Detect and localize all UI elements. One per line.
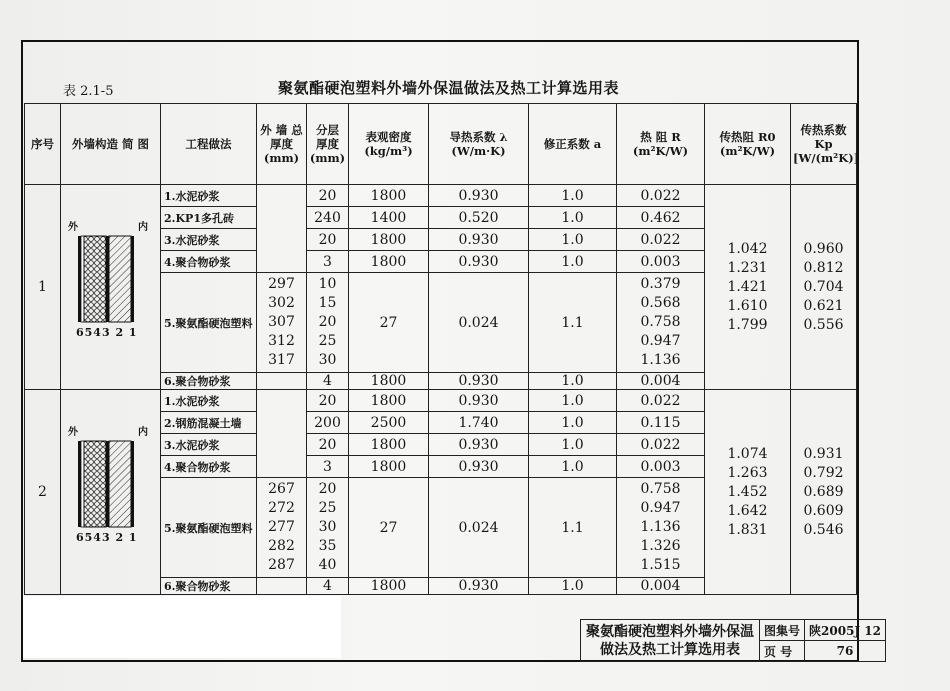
R-cell: 0.004	[617, 373, 705, 390]
R-cell: 0.003	[617, 456, 705, 478]
alpha-cell: 1.0	[529, 412, 617, 434]
seq-cell: 1	[25, 185, 61, 390]
R-value: 1.136	[640, 352, 681, 368]
R-cell: 0.004	[617, 578, 705, 595]
total-empty-cell	[257, 185, 307, 273]
R0-value: 1.421	[727, 278, 768, 295]
Kp-value: 0.609	[803, 502, 844, 519]
wall-layer-5	[109, 441, 131, 527]
R0-value: 1.042	[727, 240, 768, 257]
R0-value: 1.799	[727, 316, 768, 333]
R-cell: 0.022	[617, 434, 705, 456]
lambda-cell: 0.930	[429, 185, 529, 207]
R-cell: 0.022	[617, 229, 705, 251]
Kp-value: 0.556	[803, 316, 844, 333]
alpha-cell: 1.0	[529, 373, 617, 390]
Kp-value: 0.621	[803, 297, 844, 314]
header-layer: 分层 厚度 (mm)	[307, 104, 349, 185]
R0-value: 1.074	[727, 445, 768, 462]
blank-label-box	[23, 596, 341, 658]
wall-layer-6	[131, 441, 134, 527]
header-density: 表观密度 (kg/m³)	[349, 104, 429, 185]
total-value: 272	[268, 500, 295, 516]
layer-value: 20	[318, 314, 337, 330]
R-value: 0.758	[640, 481, 681, 497]
lambda-cell: 0.930	[429, 456, 529, 478]
Kp-value: 0.546	[803, 521, 844, 538]
total-cell	[257, 273, 307, 373]
method-cell: 3.水泥砂浆	[161, 229, 257, 251]
wall-layer-3	[84, 236, 106, 322]
atlas-value: 陕2005J 12	[805, 620, 886, 641]
total-value: 282	[268, 538, 295, 554]
R-value: 1.326	[640, 538, 681, 554]
header-diagram: 外墙构造 简 图	[61, 104, 161, 185]
layer-value: 20	[318, 481, 337, 497]
density-cell: 1400	[349, 207, 429, 229]
total-value: 317	[268, 352, 295, 368]
layer-cell: 20	[307, 185, 349, 207]
layer-cell: 4	[307, 578, 349, 595]
method-cell: 4.聚合物砂浆	[161, 456, 257, 478]
lambda-cell: 0.930	[429, 251, 529, 273]
Kp-value: 0.812	[803, 259, 844, 276]
layer-value: 15	[318, 295, 337, 311]
header-R0: 传热阻 R0 (m²K/W)	[705, 104, 791, 185]
layer-cell: 3	[307, 251, 349, 273]
outer-side-label: 外	[68, 427, 78, 438]
total-empty-cell	[257, 390, 307, 478]
method-cell: 4.聚合物砂浆	[161, 251, 257, 273]
alpha-cell: 1.0	[529, 251, 617, 273]
Kp-cell	[791, 390, 857, 595]
layer-value: 30	[318, 519, 337, 535]
total-empty-cell	[257, 578, 307, 595]
header-total: 外 墙 总厚度 (mm)	[257, 104, 307, 185]
header-Kp: 传热系数 Kp [W/(m²K)]	[791, 104, 857, 185]
title-block-name	[581, 620, 760, 662]
alpha-cell: 1.0	[529, 456, 617, 478]
alpha-cell: 1.1	[529, 273, 617, 373]
wall-layer-1	[78, 441, 81, 527]
R0-cell	[705, 390, 791, 595]
lambda-cell: 0.930	[429, 578, 529, 595]
Kp-cell	[791, 185, 857, 390]
wall-layer-3	[84, 441, 106, 527]
seq-cell: 2	[25, 390, 61, 595]
wall-section-diagram	[64, 212, 158, 362]
layer-value: 25	[318, 500, 337, 516]
R-cell	[617, 478, 705, 578]
R-cell: 0.022	[617, 390, 705, 412]
layer-cell	[307, 273, 349, 373]
table-row	[25, 185, 857, 207]
R0-value: 1.610	[727, 297, 768, 314]
method-cell: 6.聚合物砂浆	[161, 578, 257, 595]
layer-value: 30	[318, 352, 337, 368]
header-method: 工程做法	[161, 104, 257, 185]
R-value: 0.568	[640, 295, 681, 311]
method-cell: 3.水泥砂浆	[161, 434, 257, 456]
method-cell: 5.聚氨酯硬泡塑料	[161, 478, 257, 578]
layer-cell: 20	[307, 434, 349, 456]
total-value: 312	[268, 333, 295, 349]
table-row	[25, 390, 857, 412]
lambda-cell: 0.930	[429, 434, 529, 456]
R0-value: 1.452	[727, 483, 768, 500]
Kp-value: 0.960	[803, 240, 844, 257]
header-R: 热 阻 R (m²K/W)	[617, 104, 705, 185]
R-value: 0.758	[640, 314, 681, 330]
inner-side-label: 内	[138, 427, 148, 438]
header-row	[25, 104, 857, 185]
page-title: 聚氨酯硬泡塑料外墙外保温做法及热工计算选用表	[278, 79, 620, 97]
method-cell: 5.聚氨酯硬泡塑料	[161, 273, 257, 373]
thermal-table	[24, 103, 860, 595]
layer-value: 10	[318, 276, 337, 292]
layer-cell: 3	[307, 456, 349, 478]
diagram-cell	[61, 390, 161, 595]
R-value: 0.947	[640, 333, 681, 349]
R-value: 0.379	[640, 276, 681, 292]
density-cell: 1800	[349, 578, 429, 595]
Kp-value: 0.931	[803, 445, 844, 462]
alpha-cell: 1.0	[529, 390, 617, 412]
lambda-cell: 0.930	[429, 373, 529, 390]
title-block	[580, 619, 886, 662]
wall-layer-5	[109, 236, 131, 322]
Kp-value: 0.792	[803, 464, 844, 481]
method-cell: 2.KP1多孔砖	[161, 207, 257, 229]
total-value: 277	[268, 519, 295, 535]
R0-cell	[705, 185, 791, 390]
total-value: 302	[268, 295, 295, 311]
R0-value: 1.231	[727, 259, 768, 276]
density-cell: 27	[349, 273, 429, 373]
density-cell: 1800	[349, 185, 429, 207]
wall-layer-6	[131, 236, 134, 322]
wall-section-drawing	[64, 212, 158, 362]
method-cell: 1.水泥砂浆	[161, 390, 257, 412]
Kp-value: 0.689	[803, 483, 844, 500]
wall-section-drawing	[64, 417, 158, 567]
R-value: 0.947	[640, 500, 681, 516]
layer-value: 40	[318, 557, 337, 573]
R0-value: 1.642	[727, 502, 768, 519]
Kp-value: 0.704	[803, 278, 844, 295]
wall-section-diagram	[64, 417, 158, 567]
total-cell	[257, 478, 307, 578]
density-cell: 1800	[349, 434, 429, 456]
alpha-cell: 1.0	[529, 229, 617, 251]
R-cell: 0.462	[617, 207, 705, 229]
total-empty-cell	[257, 373, 307, 390]
total-value: 297	[268, 276, 295, 292]
alpha-cell: 1.0	[529, 207, 617, 229]
R-cell: 0.022	[617, 185, 705, 207]
R-cell: 0.115	[617, 412, 705, 434]
layer-cell: 4	[307, 373, 349, 390]
total-value: 267	[268, 481, 295, 497]
table-caption: 表 2.1-5	[63, 84, 114, 99]
R-value: 1.515	[640, 557, 681, 573]
lambda-cell: 1.740	[429, 412, 529, 434]
inner-side-label: 内	[138, 222, 148, 233]
density-cell: 27	[349, 478, 429, 578]
wall-layer-1	[78, 236, 81, 322]
layer-cell: 20	[307, 390, 349, 412]
outer-side-label: 外	[68, 222, 78, 233]
R-cell	[617, 273, 705, 373]
lambda-cell: 0.520	[429, 207, 529, 229]
header-alpha: 修正系数 a	[529, 104, 617, 185]
layer-cell: 200	[307, 412, 349, 434]
title-block-line1: 聚氨酯硬泡塑料外墙外保温	[586, 623, 754, 640]
lambda-cell: 0.024	[429, 478, 529, 578]
R-value: 1.136	[640, 519, 681, 535]
layer-cell: 240	[307, 207, 349, 229]
diagram-cell	[61, 185, 161, 390]
R-cell: 0.003	[617, 251, 705, 273]
density-cell: 1800	[349, 373, 429, 390]
layer-number-labels: 6543 2 1	[76, 326, 138, 339]
layer-cell: 20	[307, 229, 349, 251]
title-block-line2: 做法及热工计算选用表	[600, 641, 740, 658]
layer-value: 25	[318, 333, 337, 349]
atlas-label: 图集号	[760, 620, 805, 641]
density-cell: 2500	[349, 412, 429, 434]
alpha-cell: 1.0	[529, 185, 617, 207]
lambda-cell: 0.930	[429, 390, 529, 412]
method-cell: 1.水泥砂浆	[161, 185, 257, 207]
method-cell: 2.钢筋混凝土墙	[161, 412, 257, 434]
layer-number-labels: 6543 2 1	[76, 531, 138, 544]
alpha-cell: 1.1	[529, 478, 617, 578]
lambda-cell: 0.930	[429, 229, 529, 251]
layer-cell	[307, 478, 349, 578]
density-cell: 1800	[349, 251, 429, 273]
density-cell: 1800	[349, 229, 429, 251]
lambda-cell: 0.024	[429, 273, 529, 373]
R0-value: 1.263	[727, 464, 768, 481]
total-value: 287	[268, 557, 295, 573]
R0-value: 1.831	[727, 521, 768, 538]
total-value: 307	[268, 314, 295, 330]
page-label: 页 号	[760, 641, 805, 662]
density-cell: 1800	[349, 456, 429, 478]
alpha-cell: 1.0	[529, 578, 617, 595]
header-lambda: 导热系数 λ (W/m·K)	[429, 104, 529, 185]
density-cell: 1800	[349, 390, 429, 412]
header-seq: 序号	[25, 104, 61, 185]
method-cell: 6.聚合物砂浆	[161, 373, 257, 390]
page-value: 76	[805, 641, 886, 662]
layer-value: 35	[318, 538, 337, 554]
alpha-cell: 1.0	[529, 434, 617, 456]
